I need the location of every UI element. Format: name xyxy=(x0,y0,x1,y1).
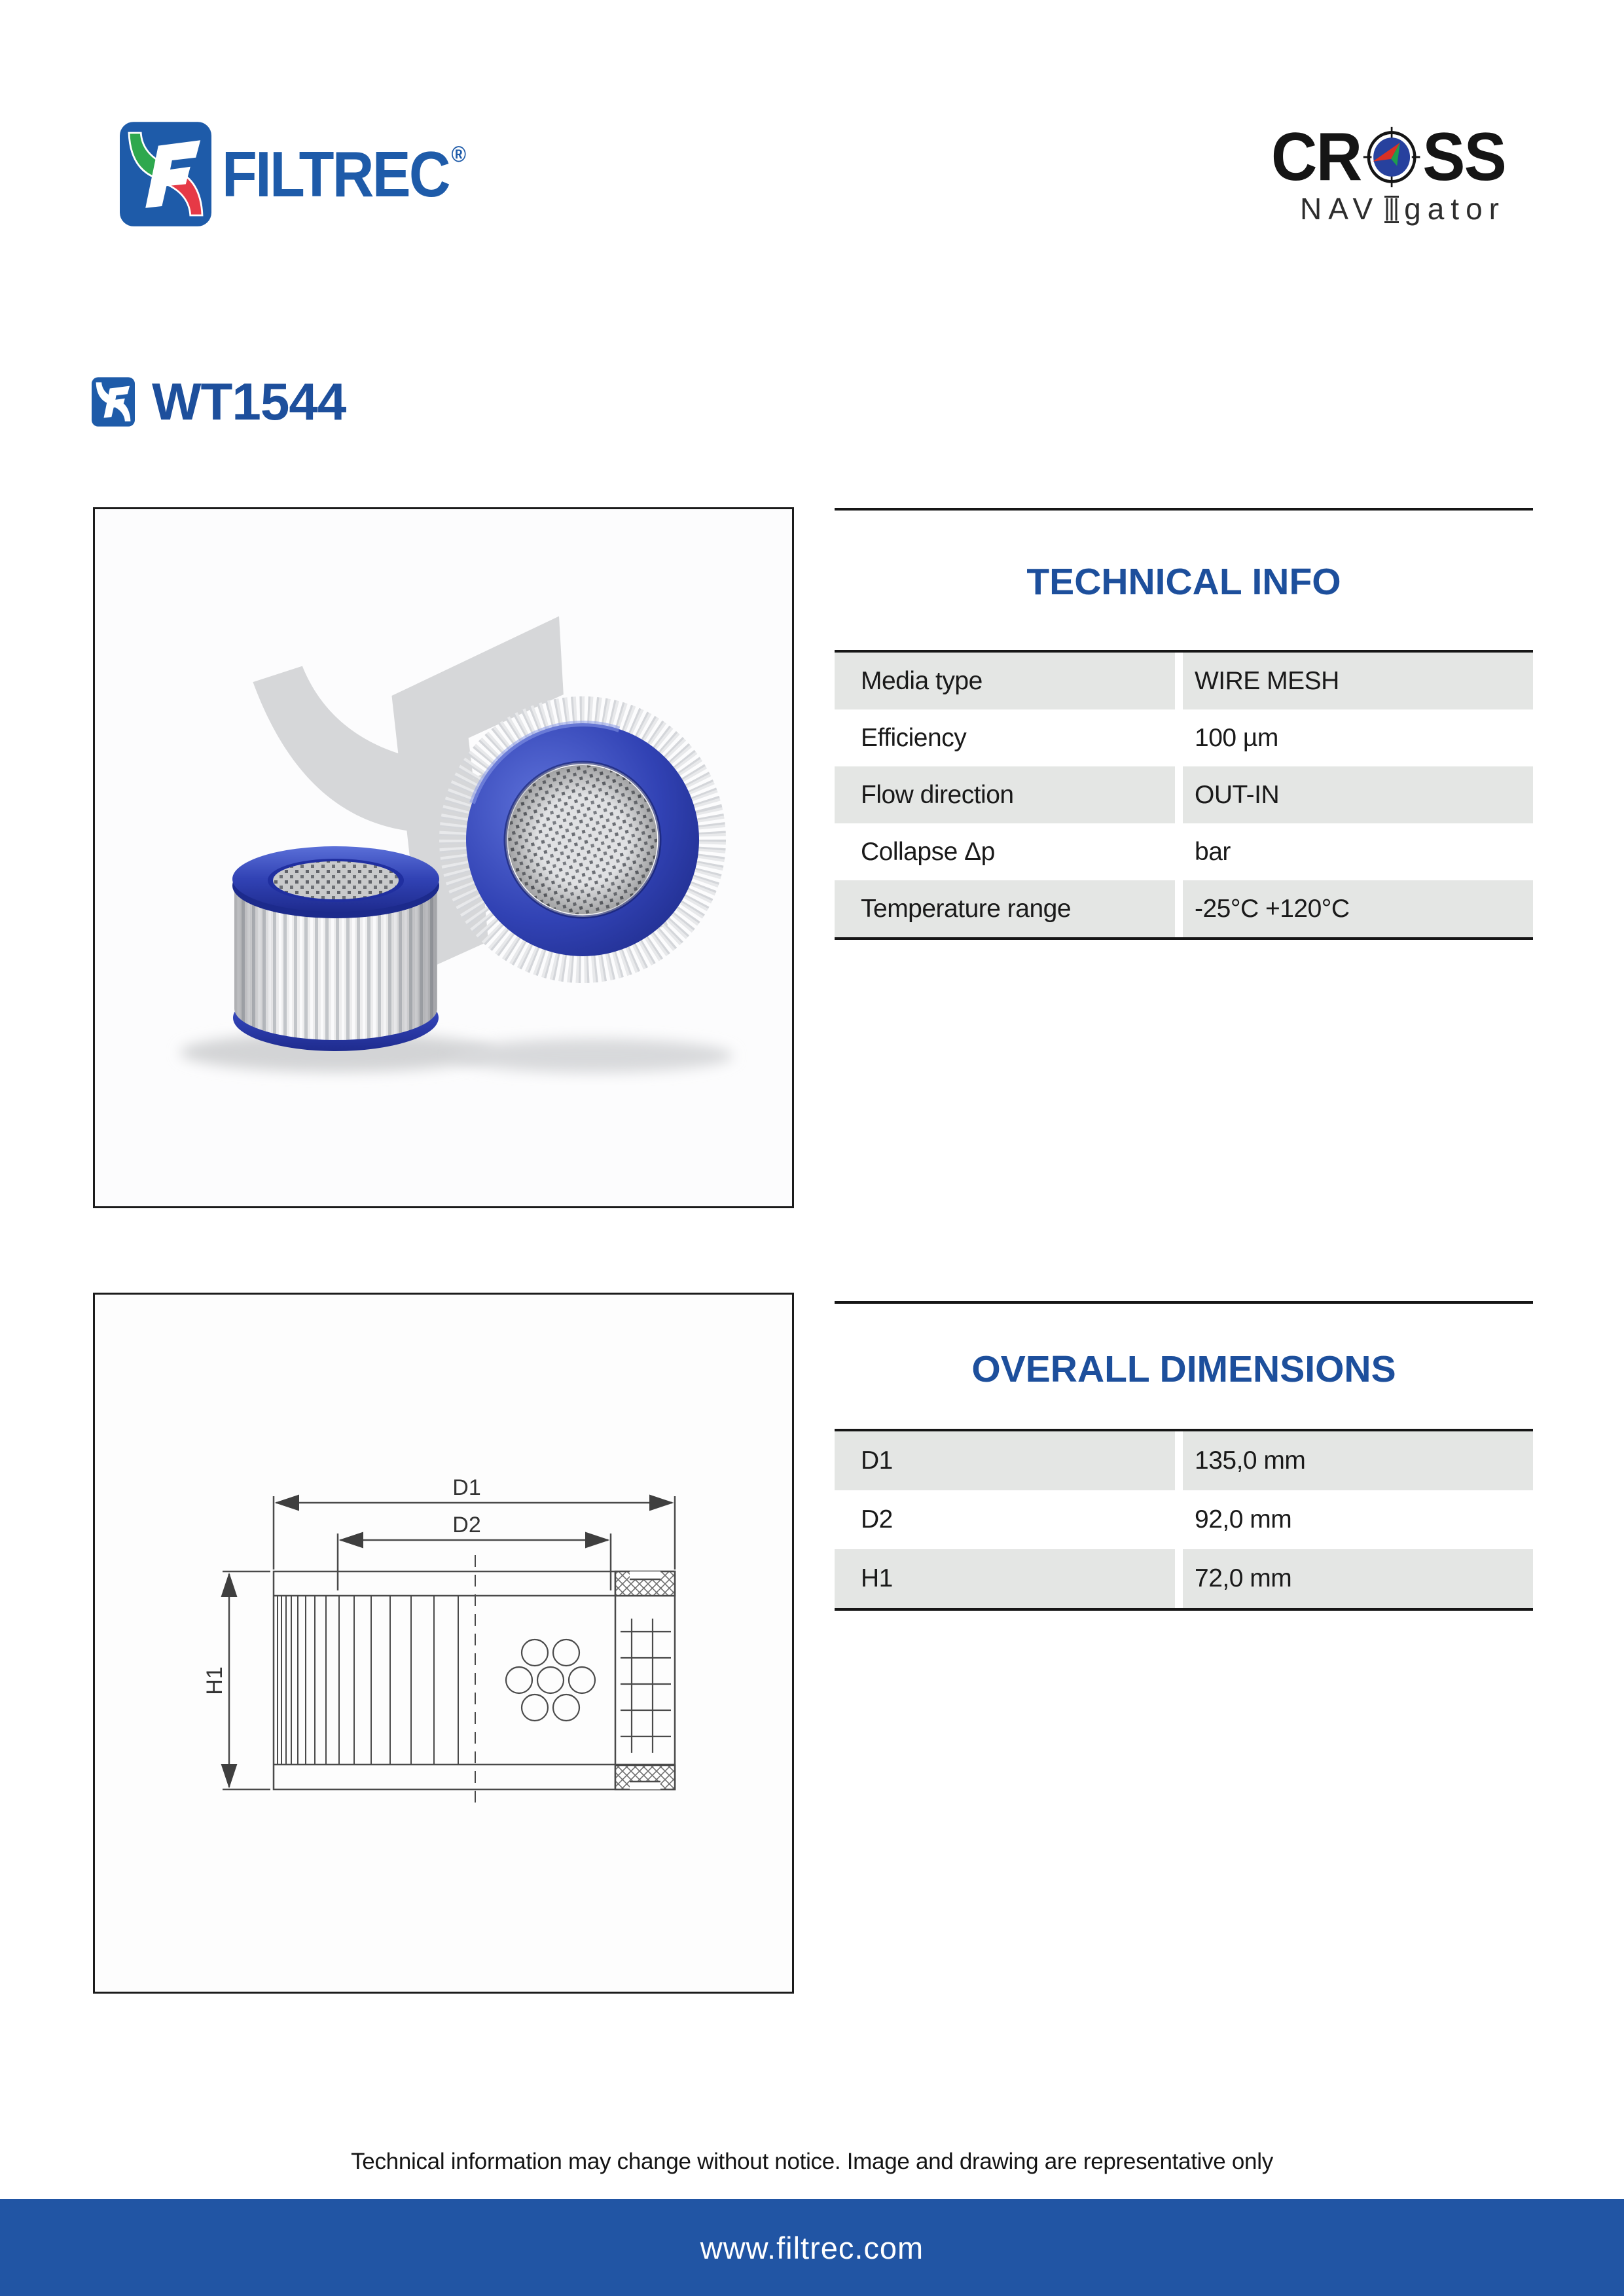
overall-dimensions-rule xyxy=(835,1301,1533,1304)
product-code: WT1544 xyxy=(152,372,346,431)
drawing-panel xyxy=(93,1293,794,1994)
row-label: D2 xyxy=(835,1490,1175,1549)
row-value: 72,0 mm xyxy=(1183,1549,1533,1608)
row-value: WIRE MESH xyxy=(1183,653,1533,709)
product-title-row xyxy=(92,372,346,431)
table-row xyxy=(835,766,1533,823)
table-row xyxy=(835,880,1533,937)
column-gutter xyxy=(1175,709,1183,766)
compass-icon xyxy=(1362,126,1421,188)
column-gutter xyxy=(1175,653,1183,709)
row-label: Media type xyxy=(835,653,1175,709)
row-value: 135,0 mm xyxy=(1183,1431,1533,1490)
row-label: D1 xyxy=(835,1431,1175,1490)
column-gutter xyxy=(1175,1431,1183,1490)
product-photo xyxy=(95,509,792,1206)
row-value: OUT-IN xyxy=(1183,766,1533,823)
filtrec-logo xyxy=(120,122,492,226)
footer-url[interactable]: www.filtrec.com xyxy=(700,2230,924,2265)
registered-trademark: ® xyxy=(451,142,465,167)
technical-drawing xyxy=(95,1295,792,1992)
table-row xyxy=(835,653,1533,709)
technical-info-table xyxy=(835,650,1533,940)
dimension-label-d1: D1 xyxy=(452,1475,481,1500)
column-gutter xyxy=(1175,880,1183,937)
filter-element-lying xyxy=(232,846,439,1051)
product-code-icon xyxy=(92,377,135,427)
disclaimer-text: Technical information may change without notice. Image and drawing are representative only xyxy=(351,2149,1273,2174)
cross-logo-wordmark: CR SS xyxy=(1271,119,1506,195)
row-label: Collapse Δp xyxy=(835,823,1175,880)
row-label: Flow direction xyxy=(835,766,1175,823)
row-value: 92,0 mm xyxy=(1183,1490,1533,1549)
product-image-panel xyxy=(93,507,794,1208)
row-value: -25°C +120°C xyxy=(1183,880,1533,937)
row-label: H1 xyxy=(835,1549,1175,1608)
table-row xyxy=(835,1490,1533,1549)
column-gutter xyxy=(1175,1549,1183,1608)
row-value: 100 µm xyxy=(1183,709,1533,766)
dimension-label-h1: H1 xyxy=(202,1666,227,1695)
technical-info-rule xyxy=(835,508,1533,511)
column-gutter xyxy=(1175,823,1183,880)
row-value: bar xyxy=(1183,823,1533,880)
technical-info-title: TECHNICAL INFO xyxy=(1026,561,1341,603)
overall-dimensions-title: OVERALL DIMENSIONS xyxy=(971,1348,1396,1390)
filtrec-logo-text: FILTREC ® xyxy=(222,138,465,210)
footer-bar xyxy=(0,2199,1624,2296)
filtrec-logo-mark-icon xyxy=(120,122,211,226)
overall-dimensions-table xyxy=(835,1429,1533,1611)
cross-navigator-logo xyxy=(1256,119,1506,226)
column-gutter xyxy=(1175,766,1183,823)
row-label: Temperature range xyxy=(835,880,1175,937)
row-label: Efficiency xyxy=(835,709,1175,766)
table-row xyxy=(835,709,1533,766)
column-gutter xyxy=(1175,1490,1183,1549)
table-row xyxy=(835,1549,1533,1608)
table-row xyxy=(835,1431,1533,1490)
column-icon xyxy=(1383,195,1400,224)
cross-logo-subtext: NAV gator xyxy=(1299,192,1506,226)
table-row xyxy=(835,823,1533,880)
dimension-label-d2: D2 xyxy=(452,1513,481,1537)
